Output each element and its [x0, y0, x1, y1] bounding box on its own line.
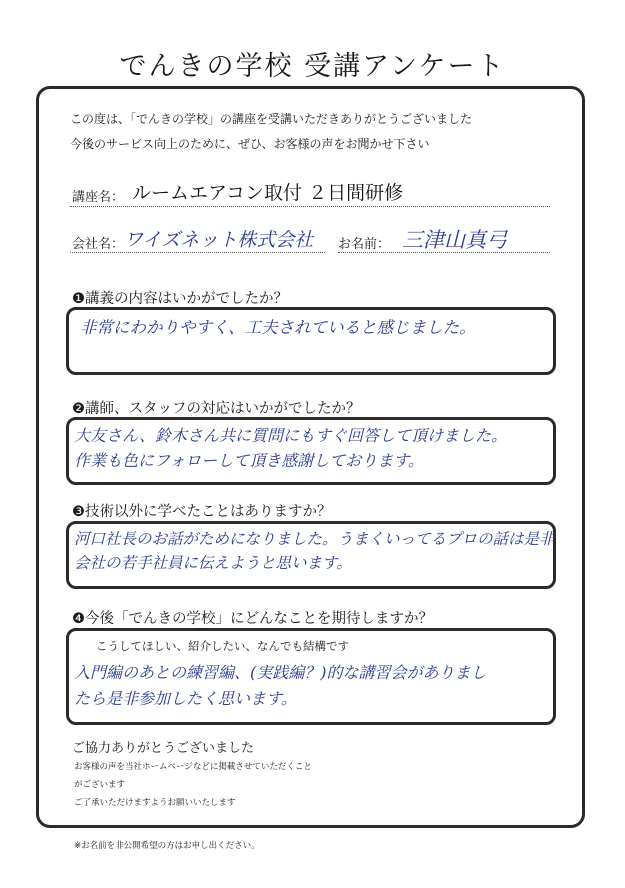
- course-label: 講座名：: [72, 190, 125, 205]
- intro-line-2: 今後のサービス向上のために、ぜひ、お客様の声をお聞かせ下さい: [70, 137, 430, 151]
- question-2-answer-line-2: 作業も色にフォローして頂き感謝しております。: [74, 451, 424, 470]
- company-label: 会社名：: [72, 237, 125, 252]
- name-label: お名前：: [338, 237, 391, 252]
- course-underline: [70, 206, 550, 207]
- company-value[interactable]: ワイズネット株式会社: [124, 229, 314, 251]
- question-4-answer-line-1: 入門編のあとの練習編、(実践編？)的な講習会がありまし: [74, 663, 487, 682]
- page-title: でんきの学校 受講アンケート: [119, 51, 506, 82]
- publish-note-line-1: お客様の声を当社ホームページなどに掲載させていただくこと: [74, 762, 312, 772]
- question-3-answer-line-1: 河口社長のお話がためになりました。うまくいってるプロの話は是非: [74, 530, 555, 548]
- question-3-label: ❸技術以外に学べたことはありますか？: [72, 504, 332, 520]
- question-4-label: ❹今後「でんきの学校」にどんなことを期待しますか？: [72, 611, 433, 627]
- question-2-label: ❷講師、スタッフの対応はいかがでしたか？: [72, 401, 361, 417]
- question-3-answer-line-2: 会社の若手社員に伝えようと思います。: [74, 554, 352, 572]
- course-value: ルームエアコン取付 ２日間研修: [132, 182, 404, 204]
- publish-note-line-3: ご了承いただけますようお願いいたします: [74, 798, 236, 808]
- footnote: ※お名前を非公開希望の方はお申し出ください。: [74, 841, 260, 851]
- publish-note-line-2: がございます: [74, 780, 126, 790]
- thanks-text: ご協力ありがとうございました: [72, 741, 255, 756]
- question-1-answer-line-1: 非常にわかりやすく、工夫されていると感じました。: [80, 318, 476, 337]
- name-value[interactable]: 三津山真弓: [402, 228, 507, 252]
- company-underline: [70, 252, 325, 253]
- intro-line-1: この度は、「でんきの学校」の講座を受講いただきありがとうございました: [70, 112, 473, 126]
- question-4-answer-line-2: たら是非参加したく思います。: [74, 689, 297, 708]
- question-1-label: ❶講義の内容はいかがでしたか？: [72, 291, 288, 307]
- question-4-hint: こうしてほしい、紹介したい、なんでも結構です: [96, 639, 349, 653]
- name-underline: [338, 252, 550, 253]
- question-2-answer-line-1: 大友さん、鈴木さん共に質問にもすぐ回答して頂けました。: [74, 426, 507, 445]
